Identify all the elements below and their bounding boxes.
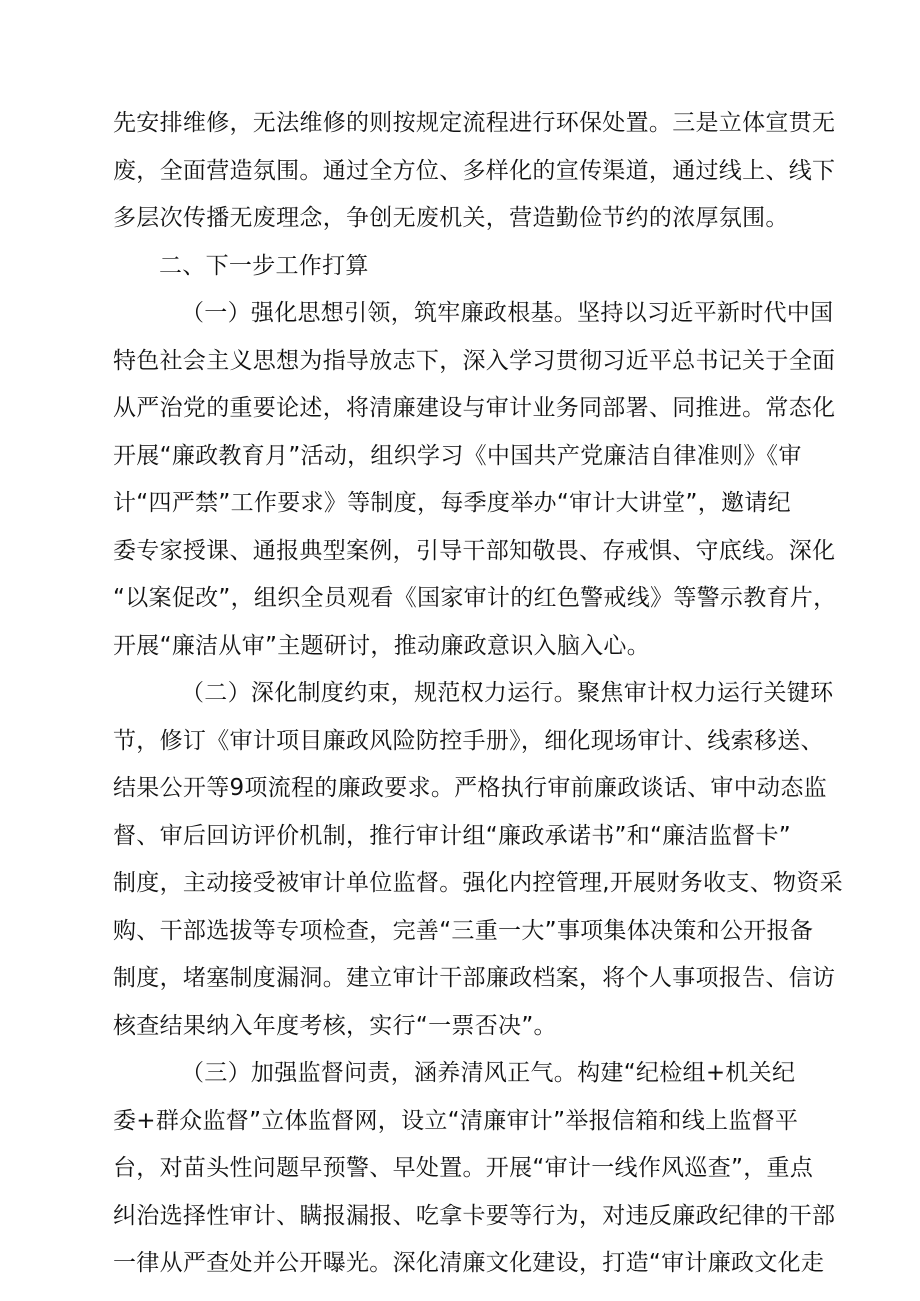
text-line: 节，修订《审计项目廉政风险防控手册》，细化现场审计、线索移送、 — [113, 727, 824, 754]
document-body — [113, 100, 843, 1288]
text-line: 先安排维修，无法维修的则按规定流程进行环保处置。三是立体宣贯无 — [113, 110, 836, 136]
text-line: 开展“廉政教育月”活动，组织学习《中国共产党廉洁自律准则》《审 — [113, 442, 802, 469]
text-line: 计“四严禁”工作要求》等制度，每季度举办“审计大讲堂”，邀请纪 — [113, 490, 791, 516]
text-line: 制度，堵塞制度漏洞。建立审计干部廉政档案，将个人事项报告、信访 — [113, 965, 836, 991]
text-line: 纠治选择性审计、瞒报漏报、吃拿卡要等行为，对违反廉政纪律的干部 — [113, 1202, 836, 1229]
text-line: 废，全面营造氛围。通过全方位、多样化的宣传渠道，通过线上、线下 — [113, 157, 836, 184]
text-line: “以案促改”，组织全员观看《国家审计的红色警戒线》等警示教育片， — [113, 585, 837, 611]
text-line: 多层次传播无废理念，争创无废机关，营造勤俭节约的浓厚氛围。 — [113, 205, 789, 231]
text-line: 制度，主动接受被审计单位监督。强化内控管理,开展财务收支、物资采 — [113, 870, 843, 896]
subsection-first-line: （一）强化思想引领，筑牢廉政根基。坚持以习近平新时代中国 — [181, 300, 834, 326]
text-line: 委+群众监督”立体监督网，设立“清廉审计”举报信箱和线上监督平 — [113, 1107, 799, 1134]
subsection-first-line: （三）加强监督问责，涵养清风正气。构建“纪检组+机关纪 — [181, 1060, 796, 1086]
text-line: 购、干部选拔等专项检查，完善“三重一大”事项集体决策和公开报备 — [113, 917, 814, 944]
text-line: 督、审后回访评价机制，推行审计组“廉政承诺书”和“廉洁监督卡” — [113, 822, 791, 849]
section-heading: 二、下一步工作打算 — [159, 252, 369, 279]
text-line: 一律从严查处并公开曝光。深化清廉文化建设，打造“审计廉政文化走 — [113, 1250, 825, 1276]
subsection-first-line: （二）深化制度约束，规范权力运行。聚焦审计权力运行关键环 — [181, 680, 834, 706]
text-line: 开展“廉洁从审”主题研讨，推动廉政意识入脑入心。 — [113, 632, 651, 659]
text-line: 从严治党的重要论述，将清廉建设与审计业务同部署、同推进。常态化 — [113, 395, 836, 421]
text-line: 特色社会主义思想为指导放志下，深入学习贯彻习近平总书记关于全面 — [113, 347, 836, 374]
text-line: 核查结果纳入年度考核，实行“一票否决”。 — [113, 1012, 557, 1039]
text-line: 台，对苗头性问题早预警、早处置。开展“审计一线作风巡查”，重点 — [113, 1155, 814, 1181]
text-line: 委专家授课、通报典型案例，引导干部知敬畏、存戒惧、守底线。深化 — [113, 537, 836, 564]
text-line: 结果公开等9项流程的廉政要求。严格执行审前廉政谈话、审中动态监 — [113, 775, 827, 801]
